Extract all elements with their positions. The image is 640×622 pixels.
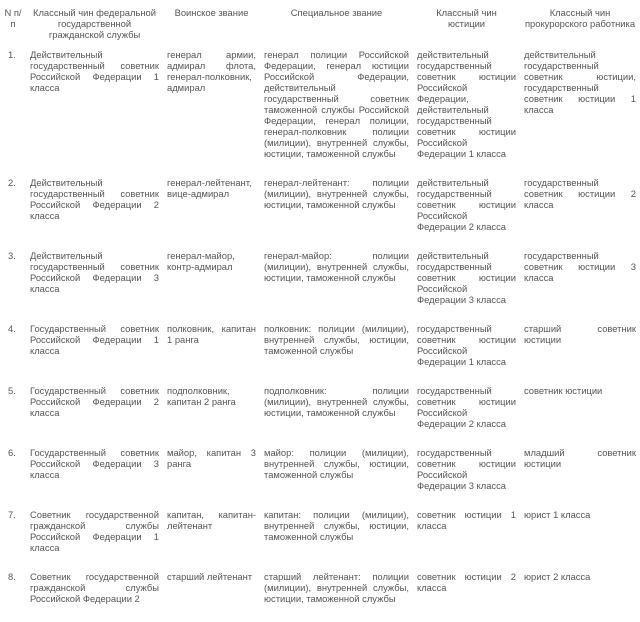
special-rank-cell: майор: полиции (милиции), внутренней службы, юстиции, таможенной службы (264, 447, 409, 480)
row-number: 5. (8, 385, 16, 396)
prosecutor-rank-cell: государственный советник юстиции 2 класса (524, 177, 636, 210)
justice-rank-cell: государственный советник юстиции Российской Федерации 3 класса (417, 447, 516, 491)
special-rank-cell: генерал-лейтенант: полиции (милиции), внутренней службы, юстиции, таможенной службы (264, 177, 409, 210)
justice-rank-cell: государственный советник юстиции Российской Федерации 1 класса (417, 323, 516, 367)
prosecutor-rank-cell: старший советник юстиции (524, 323, 636, 345)
table-body (0, 49, 640, 622)
military-rank-cell: майор, капитан 3 ранга (167, 447, 256, 469)
table-row (0, 250, 640, 323)
header-prosecutor-rank: Классный чин прокурорского работника (524, 7, 636, 29)
prosecutor-rank-cell: младший советник юстиции (524, 447, 636, 469)
special-rank-cell: капитан: полиции (милиции), внутренней службы, юстиции, таможенной службы (264, 509, 409, 542)
military-rank-cell: генерал-лейтенант, вице-адмирал (167, 177, 252, 199)
row-number: 8. (8, 571, 16, 582)
special-rank-cell: генерал-майор: полиции (милиции), внутренней службы, юстиции, таможенной службы (264, 250, 409, 283)
header-number: N п/п (4, 7, 22, 29)
row-number: 2. (8, 177, 16, 188)
row-number: 3. (8, 250, 16, 261)
military-rank-cell: капитан, капитан-лейтенант (167, 509, 256, 531)
civil-service-rank-cell: Государственный советник Российской Федерации 3 класса (30, 447, 159, 480)
table-row (0, 385, 640, 447)
military-rank-cell: генерал-майор, контр-адмирал (167, 250, 235, 272)
justice-rank-cell: действительный государственный советник юстиции Российской Федерации 2 класса (417, 177, 516, 232)
table-row (0, 447, 640, 509)
civil-service-rank-cell: Действительный государственный советник Российской Федерации 3 класса (30, 250, 159, 294)
special-rank-cell: старший лейтенант: полиции (милиции), внутренней службы, юстиции, таможенной службы (264, 571, 409, 604)
prosecutor-rank-cell: советник юстиции (524, 385, 603, 396)
military-rank-cell: подполковник, капитан 2 ранга (167, 385, 236, 407)
civil-service-rank-cell: Государственный советник Российской Федерации 2 класса (30, 385, 159, 418)
table-row (0, 571, 640, 622)
header-justice-rank: Классный чин юстиции (436, 7, 497, 29)
table-row (0, 323, 640, 385)
row-number: 7. (8, 509, 16, 520)
row-number: 4. (8, 323, 16, 334)
special-rank-cell: генерал полиции Российской Федерации, генерал юстиции Российской Федерации, действительный государственный советник таможенной службы Российской Федерации, генерал полиции, генерал-полковник полиции (милиции), внутренней службы, юстиции, таможенной службы (264, 49, 409, 159)
row-number: 6. (8, 447, 16, 458)
civil-service-rank-cell: Советник государственной гражданской службы Российской Федерации 1 класса (30, 509, 159, 553)
prosecutor-rank-cell: юрист 1 класса (524, 509, 591, 520)
military-rank-cell: полковник, капитан 1 ранга (167, 323, 256, 345)
header-civil-service-rank: Классный чин федеральной государственной гражданской службы (33, 7, 156, 40)
table-row (0, 49, 640, 177)
prosecutor-rank-cell: действительный государственный советник юстиции, государственный советник юстиции 1 класса (524, 49, 636, 115)
rank-correspondence-table (0, 1, 640, 622)
justice-rank-cell: советник юстиции 1 класса (417, 509, 516, 531)
table-row (0, 509, 640, 571)
military-rank-cell: старший лейтенант (167, 571, 253, 582)
header-special-rank: Специальное звание (290, 7, 383, 18)
justice-rank-cell: советник юстиции 2 класса (417, 571, 516, 593)
military-rank-cell: генерал армии, адмирал флота, генерал-полковник, адмирал (167, 49, 256, 93)
table-header-row (0, 1, 640, 49)
prosecutor-rank-cell: юрист 2 класса (524, 571, 591, 582)
special-rank-cell: полковник: полиции (милиции), внутренней службы, юстиции, таможенной службы (264, 323, 409, 356)
civil-service-rank-cell: Государственный советник Российской Федерации 1 класса (30, 323, 159, 356)
table-row (0, 177, 640, 250)
row-number: 1. (8, 49, 16, 60)
justice-rank-cell: действительный государственный советник юстиции Российской Федерации 3 класса (417, 250, 516, 305)
justice-rank-cell: действительный государственный советник юстиции Российской Федерации, действительный государственный советник юстиции Российской Федерации 1 класса (417, 49, 516, 159)
justice-rank-cell: государственный советник юстиции Российской Федерации 2 класса (417, 385, 516, 429)
civil-service-rank-cell: Советник государственной гражданской службы Российской Федерации 2 (30, 571, 159, 604)
special-rank-cell: подполковник: полиции (милиции), внутренней службы, юстиции, таможенной службы (264, 385, 409, 418)
prosecutor-rank-cell: государственный советник юстиции 3 класса (524, 250, 636, 283)
header-military-rank: Воинское звание (174, 7, 249, 18)
civil-service-rank-cell: Действительный государственный советник Российской Федерации 1 класса (30, 49, 159, 93)
civil-service-rank-cell: Действительный государственный советник Российской Федерации 2 класса (30, 177, 159, 221)
